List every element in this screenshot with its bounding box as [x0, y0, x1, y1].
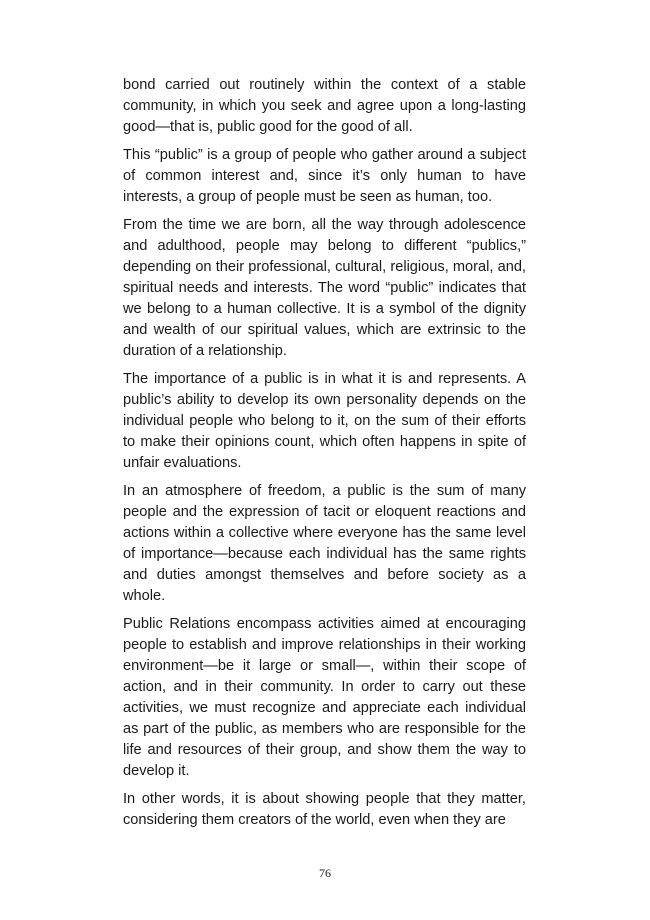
paragraph: In other words, it is about showing people that they matter, considering them creators of the world, even when they are	[123, 791, 526, 828]
page-body	[123, 75, 526, 838]
page-number: 76	[319, 866, 331, 880]
paragraph: Public Relations encompass activities aimed at encouraging people to establish and improve relationships in their working environment—be it large or small—, within their scope of action, and in their community. In order to carry out these activities, we must recognize and appreciate each individual as part of the public, as members who are responsible for the life and resources of their group, and show them the way to develop it.	[123, 616, 526, 779]
paragraph: From the time we are born, all the way through adolescence and adulthood, people may belong to different “publics,” depending on their professional, cultural, religious, moral, and, spiritual needs and interests. The word “public” indicates that we belong to a human collective. It is a symbol of the dignity and wealth of our spiritual values, which are extrinsic to the duration of a relationship.	[123, 217, 526, 359]
paragraph: bond carried out routinely within the context of a stable community, in which you seek and agree upon a long-lasting good—that is, public good for the good of all.	[123, 77, 526, 135]
paragraph: The importance of a public is in what it is and represents. A public’s ability to develop its own personality depends on the individual people who belong to it, on the sum of their efforts to make their opinions count, which often happens in spite of unfair evaluations.	[123, 371, 526, 471]
paragraph: In an atmosphere of freedom, a public is the sum of many people and the expression of tacit or eloquent reactions and actions within a collective where everyone has the same level of importance—because each individual has the same rights and duties amongst themselves and before society as a whole.	[123, 483, 526, 604]
paragraph: This “public” is a group of people who gather around a subject of common interest and, since it’s only human to have interests, a group of people must be seen as human, too.	[123, 147, 526, 205]
